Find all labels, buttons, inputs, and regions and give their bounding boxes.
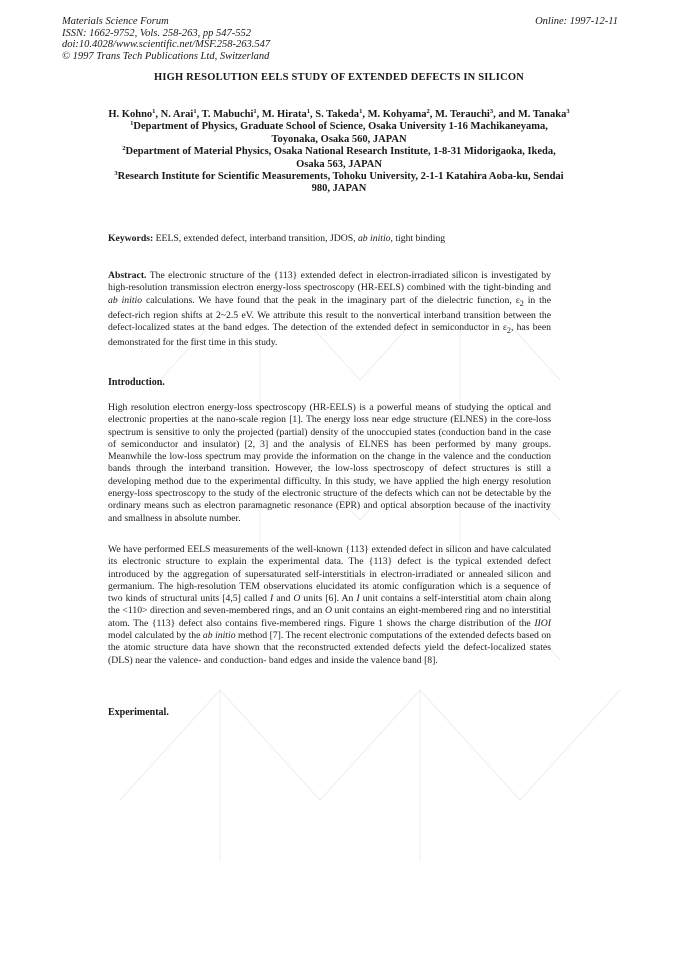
author-aff: 1 xyxy=(306,108,311,115)
affiliation-text: Department of Material Physics, Osaka National Research Institute, 1-8-31 Midorigaoka, Ikeda, Osaka 563, JAPAN xyxy=(125,146,556,170)
author-aff: 1 xyxy=(359,108,363,115)
copyright-line: © 1997 Trans Tech Publications Ltd, Switzerland xyxy=(62,50,270,62)
intro-paragraph-1: High resolution electron energy-loss spectroscopy (HR-EELS) is a powerful means of studying the optical and electronic properties at the nano-scale region [1]. The energy loss near edge structure (ELNES) in the core-loss spectrum is sensitive to only the projected (partial) density of the unoccupied states (conduction band in the case of semiconductor and insulator) [2, 3] and the analysis of ELNES has been performed by many groups. Meanwhile the low-loss spectrum may provide the information on the change in the valence and the conduction bands through the interband transition. However, the low-loss spectroscopy of defect structures is still a developing method due to the experimental difficulty. In this study, we have applied the high energy resolution energy-loss spectroscopy to the study of the electronic structure of the defects which can not be detectable by the ordinary means such as electron paramagnetic resonance (EPR) and optical absorption because of the inactivity and smallness in absolute number. xyxy=(108,402,551,524)
intro-paragraph-2 xyxy=(108,544,551,667)
paragraph-text: unit contains an eight-membered ring and no interstitial atom. The {113} defect also contains five-membered rings. Figure 1 shows the charge distribution of the xyxy=(108,605,551,629)
journal-header xyxy=(62,16,270,62)
abstract-label: Abstract. xyxy=(108,270,147,281)
abstract-italic: ab initio xyxy=(108,294,143,306)
abstract-text: The electronic structure of the {113} extended defect in electron-irradiated silicon is investigated by high-resolution transmission electron energy-loss spectroscopy (HR-EELS) combined with the tight-binding and xyxy=(108,270,551,294)
author: N. Arai xyxy=(160,109,194,120)
keywords-italic: ab initio xyxy=(357,233,391,244)
author-aff: 1 xyxy=(152,108,156,115)
unit-label: I xyxy=(270,593,274,605)
author-aff: 1 xyxy=(253,108,257,115)
keywords-text: EELS, extended defect, interband transition, JDOS, xyxy=(155,233,356,244)
author-aff: 2 xyxy=(426,108,430,115)
author-list: H. Kohno$^1$, N. Arai$^1$, T. Mabuchi$^1$, M. Hirata$^1$, S. Takeda$^1$, M. Kohyama$^2$, M. Terauchi$^3$, and M. Tanaka$^3$ xyxy=(108,108,570,120)
paragraph-text: We have performed EELS measurements of the well-known {113} extended defect in silicon and have calculated its electronic structure to explain the experimental data. The {113} defect is the typical extended defect introduced by the aggregation of supersaturated self-interstitials in electron-irradiated or annealed silicon and germanium. The high-resolution TEM observations elucidated its atomic configuration which is a sequence of two kinds of structural units [4,5] called xyxy=(108,544,551,605)
keywords-label: Keywords: xyxy=(108,233,154,244)
unit-label: O xyxy=(324,605,332,617)
paragraph-text: method [7]. The recent electronic computations of the extended defects based on the atomic structure data have shown that the reconstructed extended defects yield the defect-localized states (DLS) near the valence- and conduction- band edges and inside the valence band [8]. xyxy=(108,630,552,666)
paper-title: HIGH RESOLUTION EELS STUDY OF EXTENDED DEFECTS IN SILICON xyxy=(153,72,525,83)
paragraph-text: model calculated by the xyxy=(108,630,201,642)
paragraph-text: unit contains a self-interstitial atom chain along the <110> direction and seven-membered rings, and an xyxy=(108,593,551,617)
author-block xyxy=(108,109,570,196)
paragraph-text: and xyxy=(276,593,291,605)
affiliation-num: 1 xyxy=(130,120,134,128)
online-date: Online: 1997-12-11 xyxy=(535,16,618,27)
introduction-heading: Introduction. xyxy=(108,377,165,388)
author-conjunction: and xyxy=(498,109,516,120)
author: T. Mabuchi xyxy=(201,109,254,120)
issn-line: ISSN: 1662-9752, Vols. 258-263, pp 547-552 xyxy=(62,27,251,39)
author: M. Terauchi xyxy=(434,109,490,120)
affiliation xyxy=(108,171,570,196)
paragraph-text: units [6]. An xyxy=(303,593,354,605)
abstract-text: calculations. We have found that the peak in the imaginary part of the dielectric function, ε xyxy=(145,294,520,306)
keywords-tail: , tight binding xyxy=(390,233,446,244)
ab-initio-italic: ab initio xyxy=(202,630,236,642)
author: M. Hirata xyxy=(261,109,307,120)
author: S. Takeda xyxy=(315,109,360,120)
experimental-heading: Experimental. xyxy=(108,707,169,718)
affiliation-num: 2 xyxy=(122,145,126,153)
abstract xyxy=(108,270,551,350)
author-aff: 1 xyxy=(193,108,197,115)
author: M. Tanaka xyxy=(517,109,567,120)
author: M. Kohyama xyxy=(367,109,427,120)
unit-label: I xyxy=(356,593,360,605)
author-aff: 3 xyxy=(489,108,494,115)
abstract-text: , has been demonstrated for the first time in this study. xyxy=(108,322,551,349)
affiliation-num: 3 xyxy=(114,170,118,178)
author-aff: 3 xyxy=(566,108,570,115)
model-label: IIOI xyxy=(534,617,551,629)
unit-label: O xyxy=(293,593,301,605)
affiliation xyxy=(108,121,570,146)
affiliation-text: Department of Physics, Graduate School of Science, Osaka University 1-16 Machikaneyama, Toyonaka, Osaka 560, JAPAN xyxy=(133,121,548,145)
abstract-text: in the defect-rich region shifts at 2~2.5 eV. We attribute this result to the nonvertical interband transition between the defect-localized states at the band edges. The detection of the extended defect in semiconductor in ε xyxy=(108,294,552,334)
author: H. Kohno xyxy=(108,109,153,120)
doi-line: doi:10.4028/www.scientific.net/MSF.258-263.547 xyxy=(62,39,271,50)
affiliation xyxy=(108,146,570,171)
affiliation-text: Research Institute for Scientific Measurements, Tohoku University, 2-1-1 Katahira Aoba-ku, Sendai 980, JAPAN xyxy=(117,171,564,195)
journal-name: Materials Science Forum xyxy=(62,16,169,27)
epsilon-subscript: 2 xyxy=(506,326,511,336)
keywords xyxy=(108,233,551,245)
epsilon-subscript: 2 xyxy=(519,298,524,308)
